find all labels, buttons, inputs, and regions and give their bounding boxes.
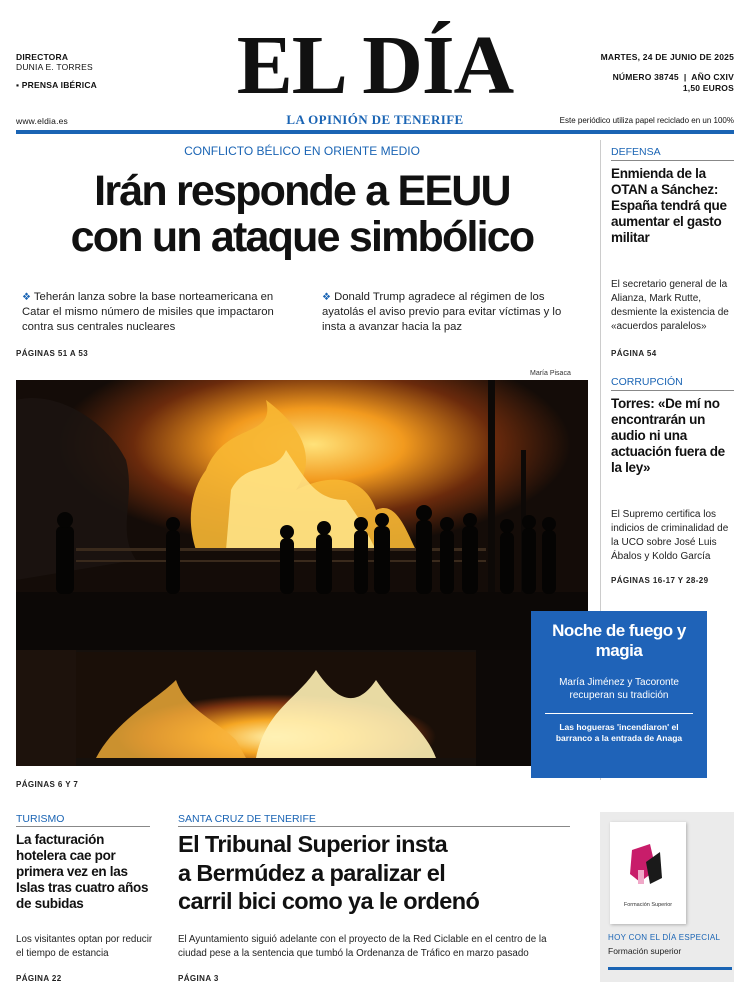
sc-body: El Ayuntamiento siguió adelante con el proyecto de la Red Ciclable en el centro de la ciudad pese a la sentencia que tumbó la Ordenanza de Tráfico en marzo pasado (178, 934, 547, 959)
sc-pages-rule (178, 979, 570, 980)
booklet-title: Formación Superior (623, 902, 673, 908)
director-label: DIRECTORA (16, 52, 69, 62)
s1-pages: PÁGINA 54 (611, 349, 663, 358)
group-name: ▪ PRENSA IBÉRICA (16, 80, 97, 90)
group-icon: ▪ (16, 80, 20, 90)
tur-pages: PÁGINA 22 (16, 974, 68, 983)
main-photo (16, 380, 588, 766)
recycled-note: Este periódico utiliza papel reciclado en un 100% (559, 116, 734, 125)
lead-kicker: CONFLICTO BÉLICO EN ORIENTE MEDIO (184, 144, 420, 158)
s2-headline[interactable]: Torres: «De mí no encontrarán un audio ni una actuación fuera de la ley» (611, 396, 725, 475)
tur-section-rule (16, 826, 150, 827)
s1-body: El secretario general de la Alianza, Mark Rutte, desmiente la existencia de «acuerdos paralelos» (611, 279, 729, 332)
masthead-title: EL DÍA (236, 19, 514, 112)
sc-headline-line3: carril bici como ya le ordenó (178, 888, 480, 915)
lead-pages-rule (16, 354, 588, 355)
promo-text: María Jiménez y Tacoronte recuperan su tradición (559, 676, 679, 702)
promo-note: Las hogueras 'incendiaron' el barranco a la entrada de Anaga (555, 721, 683, 744)
diamond-icon: ❖ (322, 292, 331, 303)
sc-headline[interactable] (178, 830, 578, 916)
lead-pages: PÁGINAS 51 A 53 (16, 349, 94, 358)
masthead-rule (16, 130, 734, 134)
sc-headline-line1: El Tribunal Superior insta (178, 831, 448, 857)
director-name: DUNIA E. TORRES (16, 62, 93, 72)
tur-body: Los visitantes optan por reducir el tiempo de estancia (16, 934, 153, 959)
s2-body: El Supremo certifica los indicios de criminalidad de la UCO sobre José Luis Ábalos y Koldo García (611, 509, 729, 562)
sc-section: SANTA CRUZ DE TENERIFE (178, 813, 316, 825)
s1-section: DEFENSA (611, 146, 661, 158)
diamond-icon: ❖ (22, 292, 31, 303)
lead-headline[interactable] (12, 168, 592, 261)
sc-headline-line2: a Bermúdez a paralizar el (178, 859, 446, 886)
promo-title: Noche de fuego y magia (552, 621, 686, 661)
lead-bullet-1: ❖ Teherán lanza sobre la base norteamericana en Catar el mismo número de misiles que impactaron contra sus centrales nucleares (22, 291, 274, 333)
sc-pages: PÁGINA 3 (178, 974, 225, 983)
s1-section-rule (611, 160, 734, 161)
booklet-cover (610, 822, 686, 924)
special-box[interactable] (600, 812, 734, 982)
lead-headline-line1: Irán responde a EEUU (94, 167, 510, 215)
lead-bullet-2: ❖ Donald Trump agradece al régimen de los ayatolás el aviso previo para evitar víctimas y lo insta a avanzar hacia la paz (322, 291, 562, 333)
s2-section-rule (611, 390, 734, 391)
s1-headline[interactable]: Enmienda de la OTAN a Sánchez: España tendrá que aumentar el gasto militar (611, 166, 727, 245)
s2-section: CORRUPCIÓN (611, 376, 683, 388)
photo-pages-rule (16, 785, 734, 786)
special-rule (608, 967, 732, 970)
photo-credit: María Pisaca (530, 370, 571, 377)
sc-section-rule (178, 826, 570, 827)
lead-headline-line2: con un ataque simbólico (70, 213, 534, 262)
bonfire-photo-illustration (16, 380, 588, 766)
tur-section: TURISMO (16, 813, 65, 825)
photo-pages: PÁGINAS 6 Y 7 (16, 780, 84, 789)
special-text: Formación superior (608, 946, 682, 956)
promo-box[interactable] (531, 611, 707, 778)
issue-number: NÚMERO 38745 | AÑO CXIV (612, 72, 734, 82)
s2-pages: PÁGINAS 16-17 Y 28-29 (611, 576, 715, 585)
website-link[interactable]: www.eldia.es (16, 116, 69, 126)
masthead-subtitle: LA OPINIÓN DE TENERIFE (286, 112, 464, 127)
booklet-graphic (610, 822, 686, 924)
special-label: HOY CON EL DÍA ESPECIAL (608, 933, 721, 942)
issue-date: MARTES, 24 DE JUNIO DE 2025 (600, 52, 734, 62)
tur-headline[interactable]: La facturación hotelera cae por primera vez en las Islas tras cuatro años de subidas (16, 832, 149, 911)
issue-price: 1,50 EUROS (682, 83, 734, 93)
